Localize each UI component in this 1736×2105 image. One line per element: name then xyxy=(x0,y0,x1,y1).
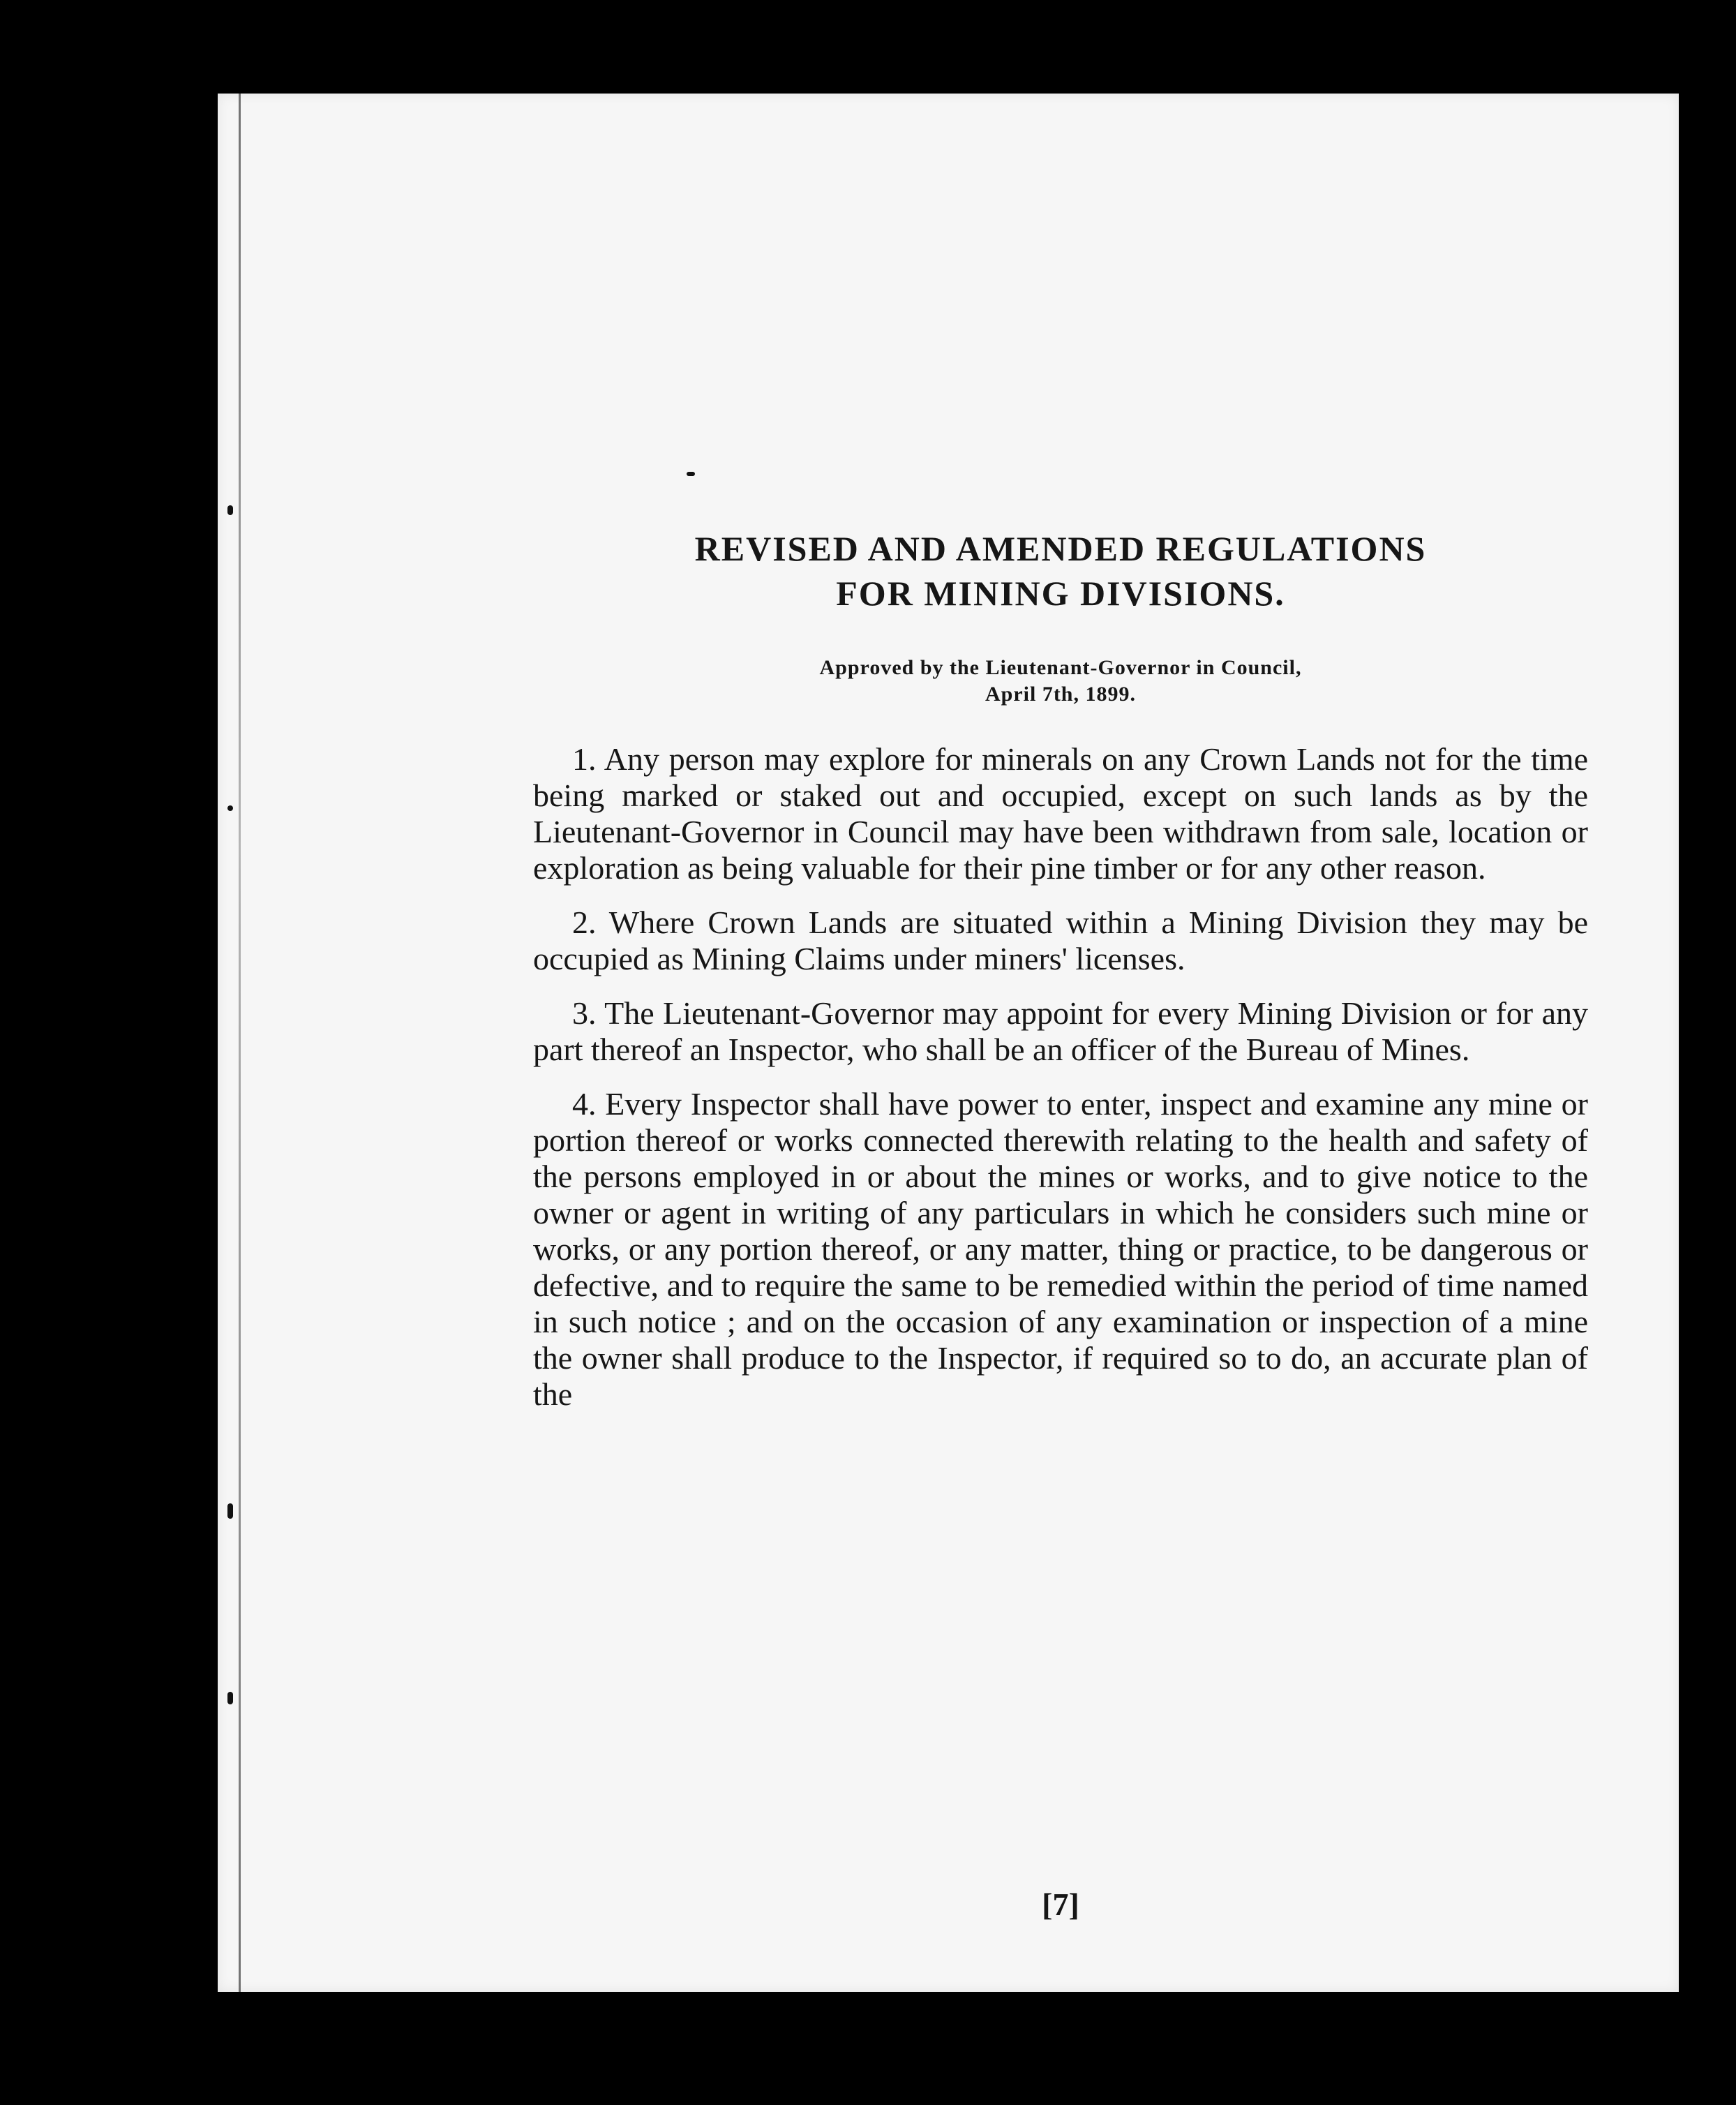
margin-mark xyxy=(227,805,233,811)
margin-mark xyxy=(227,505,233,515)
text-column xyxy=(533,526,1588,1922)
approval-note xyxy=(533,655,1588,708)
margin-mark xyxy=(227,1503,233,1519)
regulation-paragraph-4: 4. Every Inspector shall have power to enter, inspect and examine any mine or portion thereof or works connected therewith relating to the health and safety of the persons employed in or about the mines or works, and to give notice to the owner or agent in writing of any particulars in which he considers such mine or works, or any portion thereof, or any matter, thing or practice, to be dangerous or defective, and to require the same to be remedied within the period of time named in such notice ; and on the occasion of any examination or inspection of a mine the owner shall produce to the Inspector, if required so to do, an accurate plan of the xyxy=(533,1086,1588,1412)
title-line: REVISED AND AMENDED REGULATIONS xyxy=(694,529,1427,568)
document-title xyxy=(533,526,1588,616)
regulation-paragraph-1: 1. Any person may explore for minerals on any Crown Lands not for the time being marked or staked out and occupied, except on such lands as by the Lieutenant-Governor in Council may have been withdrawn from sale, location or exploration as being valuable for their pine timber or for any other reason. xyxy=(533,741,1588,886)
scanned-page xyxy=(218,94,1679,1992)
margin-mark xyxy=(227,1692,233,1704)
regulation-paragraph-3: 3. The Lieutenant-Governor may appoint for every Mining Division or for any part thereof an Inspector, who shall be an officer of the Bureau of Mines. xyxy=(533,995,1588,1067)
approval-line: Approved by the Lieutenant-Governor in Council, xyxy=(819,656,1302,679)
regulation-paragraph-2: 2. Where Crown Lands are situated within a Mining Division they may be occupied as Mining Claims under miners' licenses. xyxy=(533,905,1588,976)
approval-date: April 7th, 1899. xyxy=(985,683,1136,706)
title-line: FOR MINING DIVISIONS. xyxy=(836,574,1285,613)
page-number: [7] xyxy=(1042,1887,1079,1922)
scan-speck xyxy=(687,472,695,476)
page-gutter-line xyxy=(239,94,241,1992)
